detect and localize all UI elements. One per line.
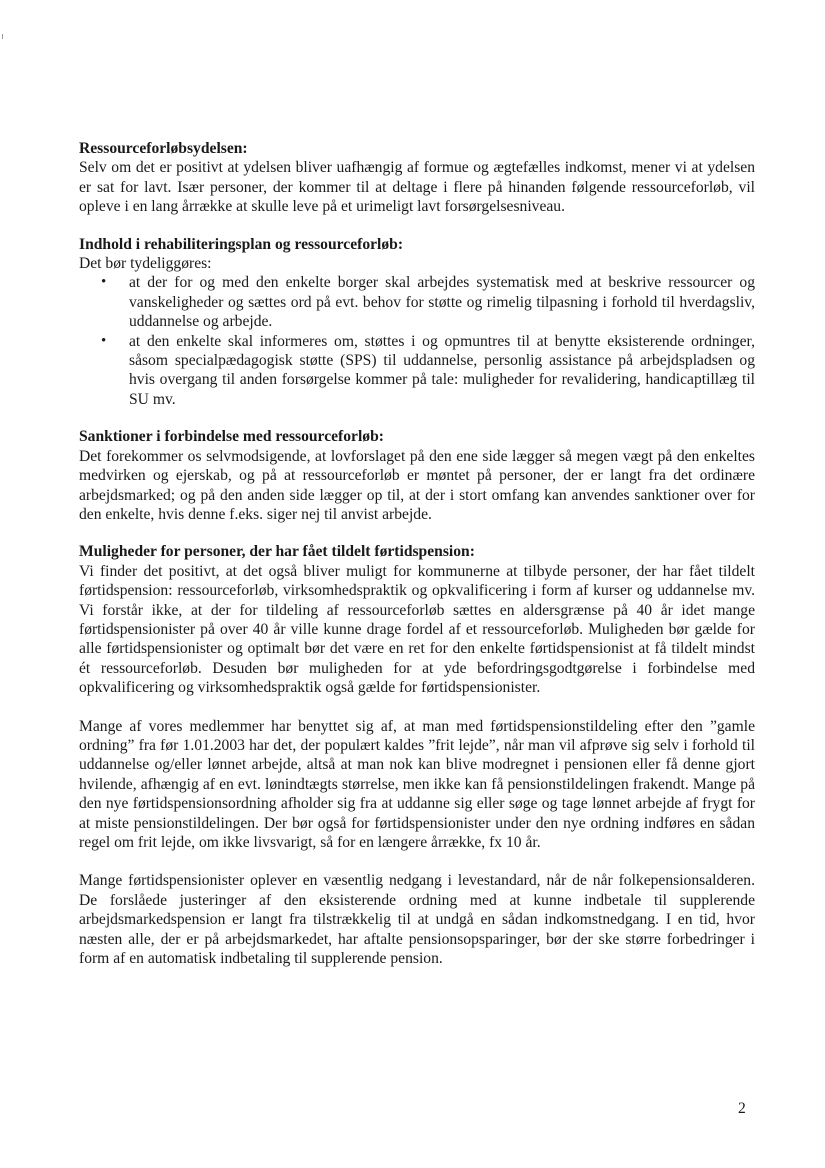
section-heading: Ressourceforløbsydelsen: [79,140,248,157]
list-item [79,332,755,410]
section-sanktioner [79,427,755,524]
paragraph: Mange førtidspensionister oplever en væsentlig nedgang i levestandard, når de når folkepensionsalderen. De forslåede justeringer af den eksisterende ordning med at kunne indbetale til supplerende arbejdsmarkedspension er langt fra tilstrækkelig til at undgå en sådan indkomstnedgang. I en tid, hvor næsten alle, der er på arbejdsmarkedet, har aftalte pensionsopsparinger, bør der ske større forbedringer i form af en automatisk indbetaling til supplerende pension. [79,872,755,968]
page-number: 2 [738,1100,746,1117]
section-heading: Sanktioner i forbindelse med ressourceforløb: [79,428,384,446]
section-foertidspension [79,542,755,968]
section-heading: Muligheder for personer, der har fået tildelt førtidspension: [79,543,475,561]
list-item [79,273,755,331]
bullet-list [79,273,755,409]
page-content [79,139,755,986]
list-item-text: at den enkelte skal informeres om, støttes i og opmuntres til at benytte eksisterende ordninger, såsom specialpædagogisk støtte (SPS) til uddannelse, personlig assistance på arbejdspladsen og hvis overgang til anden forsørgelse kommer på tale: muligheder for revalidering, handicaptillæg til SU mv. [129,332,755,408]
bullet-icon: • [101,274,107,291]
section-body: Det forekommer os selvmodsigende, at lovforslaget på den ene side lægger så megen vægt på den enkeltes medvirken og ejerskab, og på at ressourceforløb er møntet på personer, der er langt fra det ordinære arbejdsmarked; og på den anden side lægger op til, at der i stort omfang kan anvendes sanktioner over for den enkelte, hvis denne f.eks. siger nej til anvist arbejde. [79,447,755,523]
section-ressourceforloebsydelsen [79,139,755,217]
section-rehabiliteringsplan [79,235,755,410]
paragraph: Vi finder det positivt, at det også bliver muligt for kommunerne at tilbyde personer, der har fået tildelt førtidspension: ressourceforløb, virksomhedspraktik og opkvalificering i form af kurser og uddannelse mv. Vi forstår ikke, at der for tildeling af ressourceforløb sættes en aldersgrænse på 40 år idet mange førtidspensionister på over 40 år ville kunne drage fordel af et ressourceforløb. Muligheden bør gælde for alle førtidspensionister og optimalt bør det være en ret for den enkelte førtidspensionist at få tildelt mindst ét ressourceforløb. Desuden bør muligheden for at yde befordringsgodtgørelse i forbindelse med opkvalificering og virksomhedspraktik også gælde for førtidspensionister. [79,562,755,697]
bullet-icon: • [101,332,107,349]
section-heading: Indhold i rehabiliteringsplan og ressourceforløb: [79,235,404,253]
scan-margin-mark [2,34,3,39]
section-intro: Det bør tydeliggøres: [79,255,212,273]
section-body: Selv om det er positivt at ydelsen bliver uafhængig af formue og ægtefælles indkomst, mener vi at ydelsen er sat for lavt. Især personer, der kommer til at deltage i flere på hinanden følgende ressourceforløb, vil opleve i en lang årrække at skulle leve på et urimeligt lavt forsørgelsesniveau. [79,159,755,216]
list-item-text: at der for og med den enkelte borger skal arbejdes systematisk med at beskrive ressourcer og vanskeligheder og sættes ord på evt. behov for støtte og rimelig tilpasning i forhold til hverdagsliv, uddannelse og arbejde. [129,274,755,331]
paragraph: Mange af vores medlemmer har benyttet sig af, at man med førtidspensionstildeling efter den ”gamle ordning” fra før 1.01.2003 har det, der populært kaldes ”frit lejde”, når man vil afprøve sig selv i forhold til uddannelse og/eller lønnet arbejde, altså at man nok kan blive modregnet i pensionen eller få denne gjort hvilende, afhængig af en evt. lønindtægts størrelse, men ikke kan få pensionstildelingen frakendt. Mange på den nye førtidspensionsordning afholder sig fra at uddanne sig eller søge og tage lønnet arbejde af frygt for at miste pensionstildelingen. Der bør også for førtidspensionister under den nye ordning indføres en sådan regel om frit lejde, om ikke livsvarigt, så for en længere årrække, fx 10 år. [79,717,755,851]
